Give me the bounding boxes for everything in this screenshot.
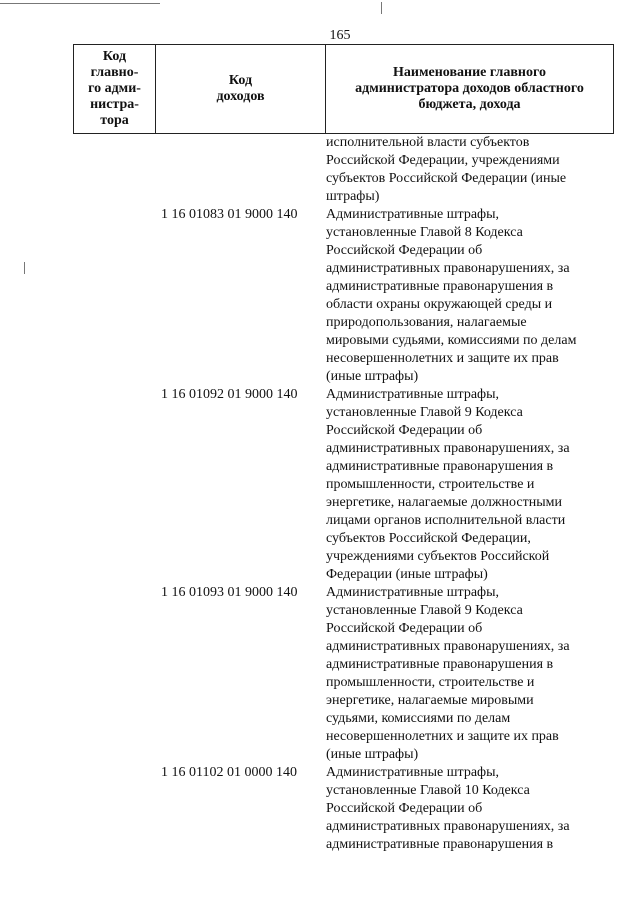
revenue-table bbox=[73, 44, 614, 134]
income-code: 1 16 01102 01 0000 140 bbox=[161, 765, 297, 780]
scan-artifact-mark bbox=[381, 2, 382, 14]
page-number: 165 bbox=[329, 28, 351, 43]
table-row bbox=[73, 584, 614, 764]
table-row bbox=[73, 386, 614, 584]
table-row-continuation bbox=[73, 134, 614, 206]
table-row bbox=[73, 764, 614, 854]
header-income-code: Код доходов bbox=[156, 45, 326, 133]
income-code: 1 16 01093 01 9000 140 bbox=[161, 585, 298, 600]
continuation-text: исполнительной власти субъектов Российской Федерации, учреждениями субъектов Российской Федерации (иные штрафы) bbox=[326, 135, 567, 204]
income-name: Административные штрафы, установленные Главой 10 Кодекса Российской Федерации об административных правонарушениях, за административные правонарушения в bbox=[326, 765, 570, 852]
scan-artifact-mark bbox=[24, 262, 25, 274]
table-row bbox=[73, 206, 614, 386]
scan-artifact-line bbox=[0, 3, 160, 4]
income-name: Административные штрафы, установленные Главой 9 Кодекса Российской Федерации об административных правонарушениях, за административные правонарушения в промышленности, строительстве и энергетике, налагаемые мировыми судьями, комиссиями по делам несовершеннолетних и защите их прав (иные штрафы) bbox=[326, 585, 570, 762]
income-name: Административные штрафы, установленные Главой 8 Кодекса Российской Федерации об административных правонарушениях, за административные правонарушения в области охраны окружающей среды и природопользования, налагаемые мировыми судьями, комиссиями по делам несовершеннолетних и защите их прав (иные штрафы) bbox=[326, 207, 577, 384]
income-code: 1 16 01092 01 9000 140 bbox=[161, 387, 298, 402]
header-admin-code: Код главно- го адми- нистра- тора bbox=[74, 45, 156, 133]
table-header bbox=[73, 44, 614, 134]
header-name: Наименование главного администратора доходов областного бюджета, дохода bbox=[355, 65, 584, 112]
income-code: 1 16 01083 01 9000 140 bbox=[161, 207, 298, 222]
income-name: Административные штрафы, установленные Главой 9 Кодекса Российской Федерации об административных правонарушениях, за административные правонарушения в промышленности, строительстве и энергетике, налагаемые должностными лицами органов исполнительной власти субъектов Российской Федерации, учреждениями субъектов Российской Федерации (иные штрафы) bbox=[326, 387, 570, 582]
table-body bbox=[73, 134, 614, 854]
